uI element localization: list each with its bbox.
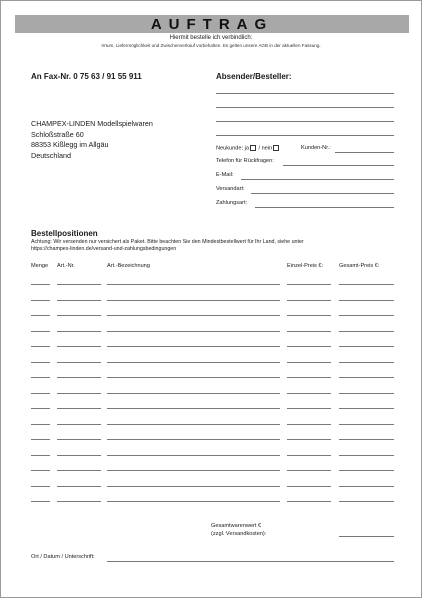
- kunden-nr-label: Kunden-Nr.:: [301, 145, 331, 151]
- neukunde-nein-checkbox[interactable]: [273, 145, 279, 151]
- order-row-11-bezeichnung-field[interactable]: [107, 439, 280, 440]
- order-row-14-einzelpreis-field[interactable]: [287, 486, 331, 487]
- order-row-13-gesamtpreis-field[interactable]: [339, 470, 394, 471]
- column-header-einzelpreis: Einzel-Preis €:: [287, 263, 324, 269]
- total-label-1: Gesamtwarenwert €: [211, 523, 262, 529]
- disclaimer: Irrtum, Liefermöglichkeit und Zwischenverkauf vorbehalten. Es gelten unsere AGB in der aktuellen Fassung.: [101, 43, 321, 48]
- order-row-7-einzelpreis-field[interactable]: [287, 377, 331, 378]
- order-row-15-bezeichnung-field[interactable]: [107, 501, 280, 502]
- recipient-line-3: 88353 Kißlegg im Allgäu: [31, 140, 109, 150]
- order-row-3-bezeichnung-field[interactable]: [107, 315, 280, 316]
- order-row-4-gesamtpreis-field[interactable]: [339, 331, 394, 332]
- order-row-9-einzelpreis-field[interactable]: [287, 408, 331, 409]
- order-row-15-einzelpreis-field[interactable]: [287, 501, 331, 502]
- order-row-3-einzelpreis-field[interactable]: [287, 315, 331, 316]
- order-row-7-bezeichnung-field[interactable]: [107, 377, 280, 378]
- neukunde-nein-label: nein: [261, 145, 273, 152]
- order-row-15-art-nr-field[interactable]: [57, 501, 101, 502]
- order-row-14-bezeichnung-field[interactable]: [107, 486, 280, 487]
- order-row-8-einzelpreis-field[interactable]: [287, 393, 331, 394]
- order-row-1-bezeichnung-field[interactable]: [107, 284, 280, 285]
- order-row-14-gesamtpreis-field[interactable]: [339, 486, 394, 487]
- order-row-12-bezeichnung-field[interactable]: [107, 455, 280, 456]
- order-row-10-bezeichnung-field[interactable]: [107, 424, 280, 425]
- order-row-9-gesamtpreis-field[interactable]: [339, 408, 394, 409]
- order-row-1-einzelpreis-field[interactable]: [287, 284, 331, 285]
- positions-heading: Bestellpositionen: [31, 229, 98, 238]
- total-label-2: (zzgl. Versandkosten):: [211, 531, 267, 537]
- order-row-13-einzelpreis-field[interactable]: [287, 470, 331, 471]
- zahlungsart-label: Zahlungsart:: [216, 200, 248, 206]
- title-bar: [15, 15, 409, 33]
- order-row-4-einzelpreis-field[interactable]: [287, 331, 331, 332]
- order-row-3-art-nr-field[interactable]: [57, 315, 101, 316]
- column-header-art-nr: Art.-Nr.: [57, 263, 75, 269]
- column-header-menge: Menge: [31, 263, 49, 269]
- sender-line-1[interactable]: [216, 93, 394, 94]
- sender-line-4[interactable]: [216, 135, 394, 136]
- recipient-line-4: Deutschland: [31, 150, 71, 160]
- order-row-9-bezeichnung-field[interactable]: [107, 408, 280, 409]
- order-row-7-gesamtpreis-field[interactable]: [339, 377, 394, 378]
- order-row-4-menge-field[interactable]: [31, 331, 50, 332]
- order-row-6-art-nr-field[interactable]: [57, 362, 101, 363]
- neukunde-label: Neukunde:: [216, 145, 244, 152]
- telefon-field[interactable]: [283, 165, 394, 166]
- order-row-10-menge-field[interactable]: [31, 424, 50, 425]
- order-row-15-menge-field[interactable]: [31, 501, 50, 502]
- order-row-8-bezeichnung-field[interactable]: [107, 393, 280, 394]
- order-row-13-menge-field[interactable]: [31, 470, 50, 471]
- order-row-2-art-nr-field[interactable]: [57, 300, 101, 301]
- order-row-2-menge-field[interactable]: [31, 300, 50, 301]
- versandart-label: Versandart:: [216, 186, 245, 192]
- column-header-bezeichnung: Art.-Bezeichnung: [107, 263, 150, 269]
- signature-field[interactable]: [107, 561, 394, 562]
- order-row-3-gesamtpreis-field[interactable]: [339, 315, 394, 316]
- versandart-field[interactable]: [251, 193, 394, 194]
- order-row-5-einzelpreis-field[interactable]: [287, 346, 331, 347]
- signature-label: Ort / Datum / Unterschrift:: [31, 554, 95, 560]
- order-row-7-menge-field[interactable]: [31, 377, 50, 378]
- order-row-14-art-nr-field[interactable]: [57, 486, 101, 487]
- order-row-4-art-nr-field[interactable]: [57, 331, 101, 332]
- order-row-15-gesamtpreis-field[interactable]: [339, 501, 394, 502]
- order-row-10-gesamtpreis-field[interactable]: [339, 424, 394, 425]
- neukunde-ja-label: ja: [244, 145, 249, 152]
- total-field[interactable]: [339, 536, 394, 537]
- recipient-line-1: CHAMPEX-LINDEN Modellspielwaren: [31, 119, 153, 128]
- order-row-1-art-nr-field[interactable]: [57, 284, 101, 285]
- order-row-6-einzelpreis-field[interactable]: [287, 362, 331, 363]
- telefon-label: Telefon für Rückfragen:: [216, 158, 274, 164]
- order-row-3-menge-field[interactable]: [31, 315, 50, 316]
- recipient-line-2: Schloßstraße 60: [31, 129, 84, 139]
- subtitle: Hiermit bestelle ich verbindlich:: [169, 35, 253, 41]
- positions-note: [31, 239, 391, 253]
- order-row-2-bezeichnung-field[interactable]: [107, 300, 280, 301]
- order-row-5-bezeichnung-field[interactable]: [107, 346, 280, 347]
- column-header-gesamtpreis: Gesamt-Preis €:: [339, 263, 380, 269]
- order-row-5-menge-field[interactable]: [31, 346, 50, 347]
- neukunde-ja-checkbox[interactable]: [250, 145, 256, 151]
- order-row-10-einzelpreis-field[interactable]: [287, 424, 331, 425]
- order-row-1-menge-field[interactable]: [31, 284, 50, 285]
- order-row-10-art-nr-field[interactable]: [57, 424, 101, 425]
- order-row-8-menge-field[interactable]: [31, 393, 50, 394]
- email-label: E-Mail:: [216, 172, 234, 178]
- recipient-address: [31, 119, 153, 161]
- order-row-13-bezeichnung-field[interactable]: [107, 470, 280, 471]
- order-row-6-gesamtpreis-field[interactable]: [339, 362, 394, 363]
- order-row-12-gesamtpreis-field[interactable]: [339, 455, 394, 456]
- order-row-11-gesamtpreis-field[interactable]: [339, 439, 394, 440]
- fax-number: An Fax-Nr. 0 75 63 / 91 55 911: [31, 72, 142, 81]
- order-row-14-menge-field[interactable]: [31, 486, 50, 487]
- kunden-nr-field[interactable]: [335, 152, 394, 153]
- order-row-5-gesamtpreis-field[interactable]: [339, 346, 394, 347]
- zahlungsart-field[interactable]: [255, 207, 394, 208]
- order-row-11-art-nr-field[interactable]: [57, 439, 101, 440]
- order-row-11-menge-field[interactable]: [31, 439, 50, 440]
- positions-note-line-2: https://champex-linden.de/versand-und-zahlungsbedingungen: [31, 246, 177, 252]
- order-row-12-art-nr-field[interactable]: [57, 455, 101, 456]
- neukunde-field: Neukunde: ja / nein: [216, 145, 280, 151]
- order-row-8-art-nr-field[interactable]: [57, 393, 101, 394]
- order-row-9-art-nr-field[interactable]: [57, 408, 101, 409]
- order-row-9-menge-field[interactable]: [31, 408, 50, 409]
- order-row-6-menge-field[interactable]: [31, 362, 50, 363]
- order-row-13-art-nr-field[interactable]: [57, 470, 101, 471]
- sender-line-3[interactable]: [216, 121, 394, 122]
- order-row-11-einzelpreis-field[interactable]: [287, 439, 331, 440]
- order-row-6-bezeichnung-field[interactable]: [107, 362, 280, 363]
- order-row-12-menge-field[interactable]: [31, 455, 50, 456]
- page-title: AUFTRAG: [150, 15, 274, 33]
- order-row-5-art-nr-field[interactable]: [57, 346, 101, 347]
- order-row-4-bezeichnung-field[interactable]: [107, 331, 280, 332]
- order-row-8-gesamtpreis-field[interactable]: [339, 393, 394, 394]
- sender-heading: Absender/Besteller:: [216, 72, 292, 81]
- order-row-12-einzelpreis-field[interactable]: [287, 455, 331, 456]
- email-field[interactable]: [241, 179, 394, 180]
- order-row-2-einzelpreis-field[interactable]: [287, 300, 331, 301]
- order-row-1-gesamtpreis-field[interactable]: [339, 284, 394, 285]
- sender-line-2[interactable]: [216, 107, 394, 108]
- order-row-2-gesamtpreis-field[interactable]: [339, 300, 394, 301]
- positions-note-line-1: Achtung: Wir versenden nur versichert als Paket. Bitte beachten Sie den Mindestbestellwert für Ihr Land, siehe unter: [31, 239, 304, 245]
- order-row-7-art-nr-field[interactable]: [57, 377, 101, 378]
